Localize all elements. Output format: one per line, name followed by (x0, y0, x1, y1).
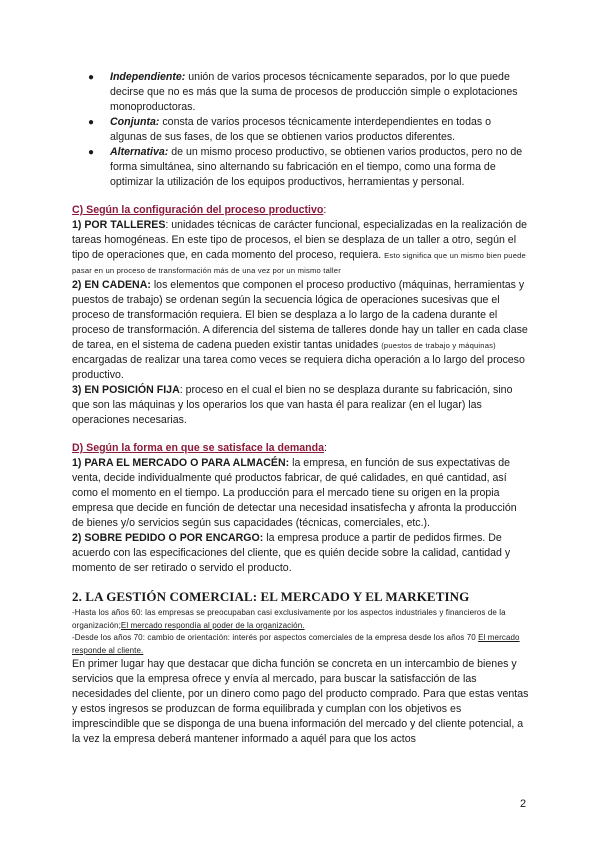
note-70s: -Desde los años 70: cambio de orientación: interés por aspectos comerciales de la empresa desde los años 70 El mercado responde al cliente. (72, 633, 520, 655)
paragraph-pedido: 2) SOBRE PEDIDO O POR ENCARGO: la empresa produce a partir de pedidos firmes. De acuerdo con las especificaciones del cliente, que es quién decide sobre la calidad, cantidad y momento de ser retirado o servido el producto. (72, 532, 511, 574)
bullet-icon: ● (88, 117, 95, 128)
paragraph-talleres: 1) POR TALLERES: unidades técnicas de carácter funcional, especializadas en la realización de tareas homogéneas. En este tipo de procesos, el bien se desplaza de un taller a otro, según el tipo de operaciones que, en cada momento del proceso, requiera. Esto significa que un mismo bien puede pasar en un proceso de transformación más de una vez por un mismo taller (72, 219, 527, 275)
page-number: 2 (520, 798, 527, 810)
paragraph-mercado: 1) PARA EL MERCADO O PARA ALMACÉN: la empresa, en función de sus expectativas de venta, decide individualmente qué productos fabricar, de qué calidades, en qué cantidad, así como el momento en el tiempo. La producción para el mercado tiene su origen en la propia empresa que decide en función de detectar una necesidad insatisfecha y afronta la producción de bienes y/o servicios según sus capacidades (técnicas, comerciales, etc.). (72, 457, 517, 529)
section-c-heading: C) Según la configuración del proceso productivo: (72, 204, 327, 216)
bullet-list (72, 70, 530, 190)
list-item: ● Independiente: unión de varios procesos técnicamente separados, por lo que puede decirse que no es más que la suma de procesos de producción simple o explotaciones monoproductoras. (88, 71, 518, 113)
section-d-heading: D) Según la forma en que se satisface la demanda: (72, 442, 327, 454)
paragraph-fija: 3) EN POSICIÓN FIJA: proceso en el cual el bien no se desplaza durante su fabricación, sino que son las máquinas y los operarios los que van hasta él para realizar (en el lugar) las operaciones necesarias. (72, 384, 513, 426)
section-2-title: 2. LA GESTIÓN COMERCIAL: EL MERCADO Y EL MARKETING (72, 589, 470, 604)
page-content (72, 70, 530, 747)
note-60s: -Hasta los años 60: las empresas se preocupaban casi exclusivamente por los aspectos industriales y financieros de la organización;El mercado respondía al poder de la organización. (72, 608, 506, 630)
paragraph-cadena: 2) EN CADENA: los elementos que componen el proceso productivo (máquinas, herramientas y puestos de trabajo) se ordenan según la secuencia lógica de operaciones sucesivas que el proceso de transformación requiera. El bien se desplaza a lo largo de la cadena durante el proceso de transformación. A diferencia del sistema de talleres donde hay un taller en cada clase de tarea, en el sistema de cadena pueden existir tantas unidades (puestos de trabajo y máquinas) encargadas de realizar una tarea como veces se requiera dicha operación a lo largo del proceso productivo. (72, 279, 528, 381)
bullet-icon: ● (88, 147, 95, 158)
list-item: ● Alternativa: de un mismo proceso productivo, se obtienen varios productos, pero no de forma simultánea, sino alternando su fabricación en el tiempo, como una forma de optimizar la utilización de los equipos productivos, herramientas y personal. (88, 146, 523, 188)
bullet-icon: ● (88, 72, 95, 83)
list-item: ● Conjunta: consta de varios procesos técnicamente interdependientes en todas o algunas de sus fases, de los que se obtienen varios productos diferentes. (88, 116, 491, 143)
paragraph-gestion-comercial: En primer lugar hay que destacar que dicha función se concreta en un intercambio de bienes y servicios que la empresa ofrece y envía al mercado, para buscar la satisfacción de las necesidades del cliente, por un dinero como pago del producto comprado. Para que estas ventas y estos ingresos se produzcan de forma equilibrada y cumplan con los objetivos es imprescindible que se disponga de una buena información del mercado y del cliente potencial, a la vez la empresa deberá mantener informado a aquél para que los actos (72, 658, 529, 745)
